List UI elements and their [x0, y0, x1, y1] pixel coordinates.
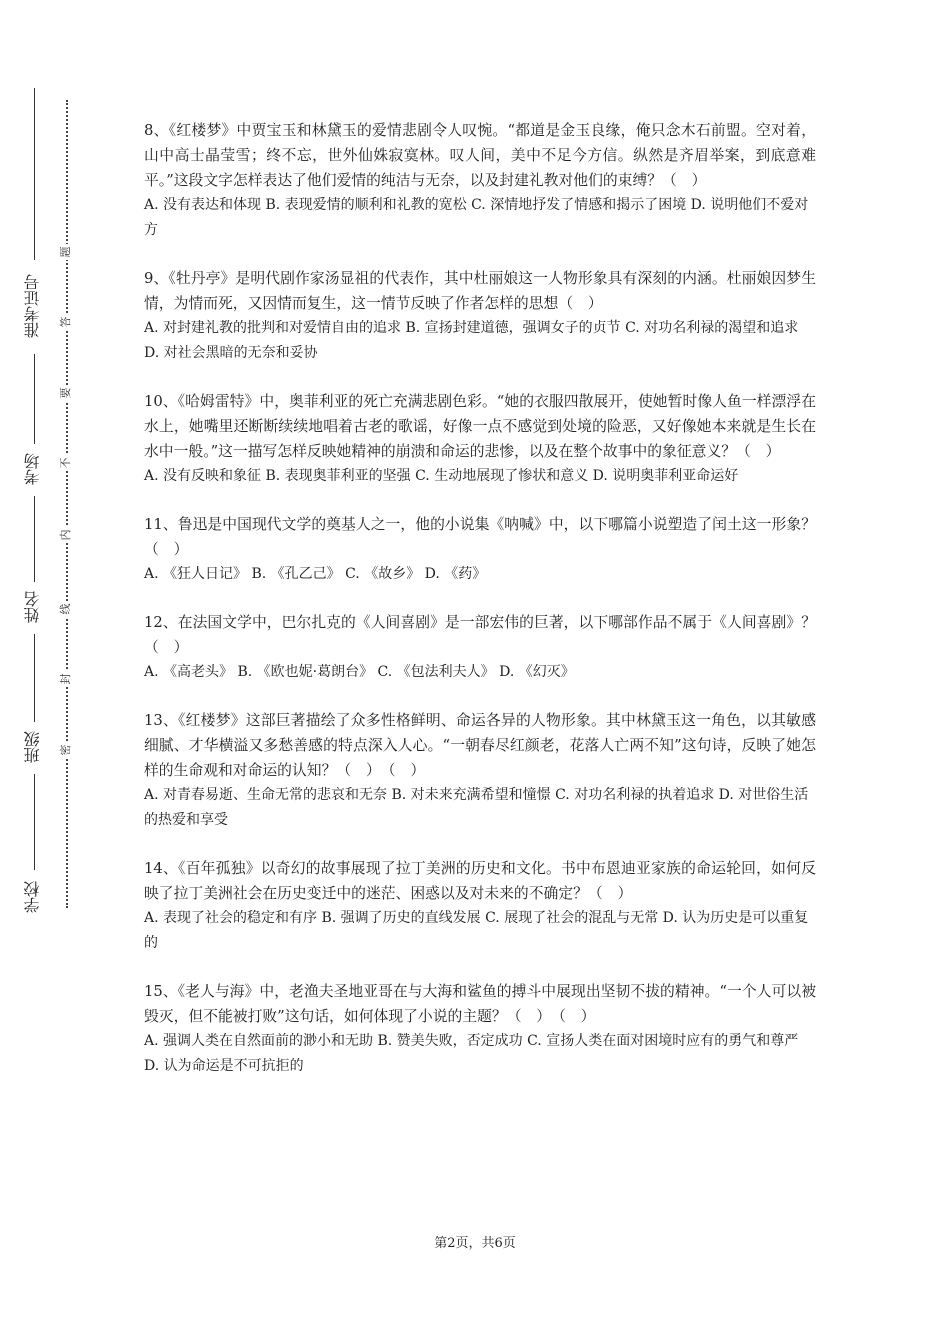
seal-line — [66, 100, 68, 908]
question-13 — [144, 708, 816, 833]
question-8 — [144, 118, 816, 243]
question-text: 15、《老人与海》中，老渔夫圣地亚哥在与大海和鲨鱼的搏斗中展现出坚韧不拔的精神。“一个人可以被毁灭，但不能被打败”这句话，如何体现了小说的主题？（ ） （ ） — [144, 983, 816, 1025]
question-options: A. 表现了社会的稳定和有序 B. 强调了历史的直线发展 C. 展现了社会的混乱与无常 D. 认为历史是可以重复的 — [144, 910, 809, 951]
question-14 — [144, 856, 816, 956]
field-line-school — [34, 774, 35, 870]
field-line-name — [34, 496, 35, 582]
question-11 — [144, 512, 816, 587]
question-10 — [144, 389, 816, 489]
field-label-exam-number: 准考证号 — [23, 274, 42, 338]
seal-char: 线 — [58, 601, 74, 617]
question-12 — [144, 610, 816, 685]
question-options: A. 没有反映和象征 B. 表现奥菲利亚的坚强 C. 生动地展现了惨状和意义 D. 说明奥菲利亚命运好 — [144, 468, 739, 484]
question-options: A. 《高老头》 B. 《欧也妮·葛朗台》 C. 《包法利夫人》 D. 《幻灭》 — [144, 664, 575, 680]
seal-char: 密 — [58, 742, 74, 758]
field-line-exam-number — [34, 88, 35, 260]
question-options: A. 强调人类在自然面前的渺小和无助 B. 赞美失败，否定成功 C. 宣扬人类在面对困境时应有的勇气和尊严 D. 认为命运是不可抗拒的 — [144, 1033, 799, 1074]
question-text: 13、《红楼梦》这部巨著描绘了众多性格鲜明、命运各异的人物形象。其中林黛玉这一角色，以其敏感细腻、才华横溢又多愁善感的特点深入人心。“一朝春尽红颜老，花落人亡两不知”这句诗，反映了她怎样的生命观和对命运的认知？（ ） （ ） — [144, 712, 816, 779]
question-15 — [144, 979, 816, 1079]
question-text: 9、《牡丹亭》是明代剧作家汤显祖的代表作，其中杜丽娘这一人物形象具有深刻的内涵。杜丽娘因梦生情，为情而死，又因情而复生，这一情节反映了作者怎样的思想（ ） — [144, 270, 816, 312]
question-text: 11、鲁迅是中国现代文学的奠基人之一，他的小说集《呐喊》中，以下哪篇小说塑造了闰土这一形象？（ ） — [144, 516, 816, 558]
field-line-exam-room — [34, 354, 35, 444]
field-line-class — [34, 634, 35, 722]
question-text: 8、《红楼梦》中贾宝玉和林黛玉的爱情悲剧令人叹惋。“都道是金玉良缘，俺只念木石前盟。空对着，山中高士晶莹雪；终不忘，世外仙姝寂寞林。叹人间，美中不足今方信。纵然是齐眉举案，到底意难平。”这段文字怎样表达了他们爱情的纯洁与无奈，以及封建礼教对他们的束缚？（ ） — [144, 122, 816, 189]
question-options: A. 对封建礼教的批判和对爱情自由的追求 B. 宣扬封建道德，强调女子的贞节 C. 对功名利禄的渴望和追求 D. 对社会黑暗的无奈和妥协 — [144, 320, 799, 361]
field-label-school: 学校 — [23, 881, 42, 913]
question-text: 14、《百年孤独》以奇幻的故事展现了拉丁美洲的历史和文化。书中布恩迪亚家族的命运轮回，如何反映了拉丁美洲社会在历史变迁中的迷茫、困惑以及对未来的不确定？（ ） — [144, 860, 816, 902]
page-number: 第2页，共6页 — [434, 1236, 516, 1251]
field-label-name: 姓名 — [23, 591, 42, 623]
seal-char: 题 — [58, 244, 74, 260]
seal-char: 内 — [58, 527, 74, 543]
question-options: A. 对青春易逝、生命无常的悲哀和无奈 B. 对未来充满希望和憧憬 C. 对功名利禄的执着追求 D. 对世俗生活的热爱和享受 — [144, 787, 809, 828]
field-label-class: 班级 — [23, 731, 42, 763]
question-options: A. 《狂人日记》 B. 《孔乙己》 C. 《故乡》 D. 《药》 — [144, 566, 487, 582]
field-label-exam-room: 考场 — [23, 453, 42, 485]
question-text: 12、在法国文学中，巴尔扎克的《人间喜剧》是一部宏伟的巨著，以下哪部作品不属于《人间喜剧》？（ ） — [144, 614, 816, 656]
question-list — [144, 118, 816, 1102]
question-text: 10、《哈姆雷特》中，奥菲利亚的死亡充满悲剧色彩。“她的衣服四散展开，使她暂时像人鱼一样漂浮在水上，她嘴里还断断续续地唱着古老的歌谣，好像一点不感觉到处境的险恶，又好像她本来就是生长在水中一般。”这一描写怎样反映她精神的崩溃和命运的悲惨，以及在整个故事中的象征意义？（ ） — [144, 393, 816, 460]
question-options: A. 没有表达和体现 B. 表现爱情的顺利和礼教的宽松 C. 深情地抒发了情感和揭示了困境 D. 说明他们不爱对方 — [144, 197, 809, 238]
seal-char: 要 — [58, 385, 74, 401]
seal-char: 答 — [58, 314, 74, 330]
seal-char: 不 — [58, 455, 74, 471]
question-9 — [144, 266, 816, 366]
seal-char: 封 — [58, 671, 74, 687]
